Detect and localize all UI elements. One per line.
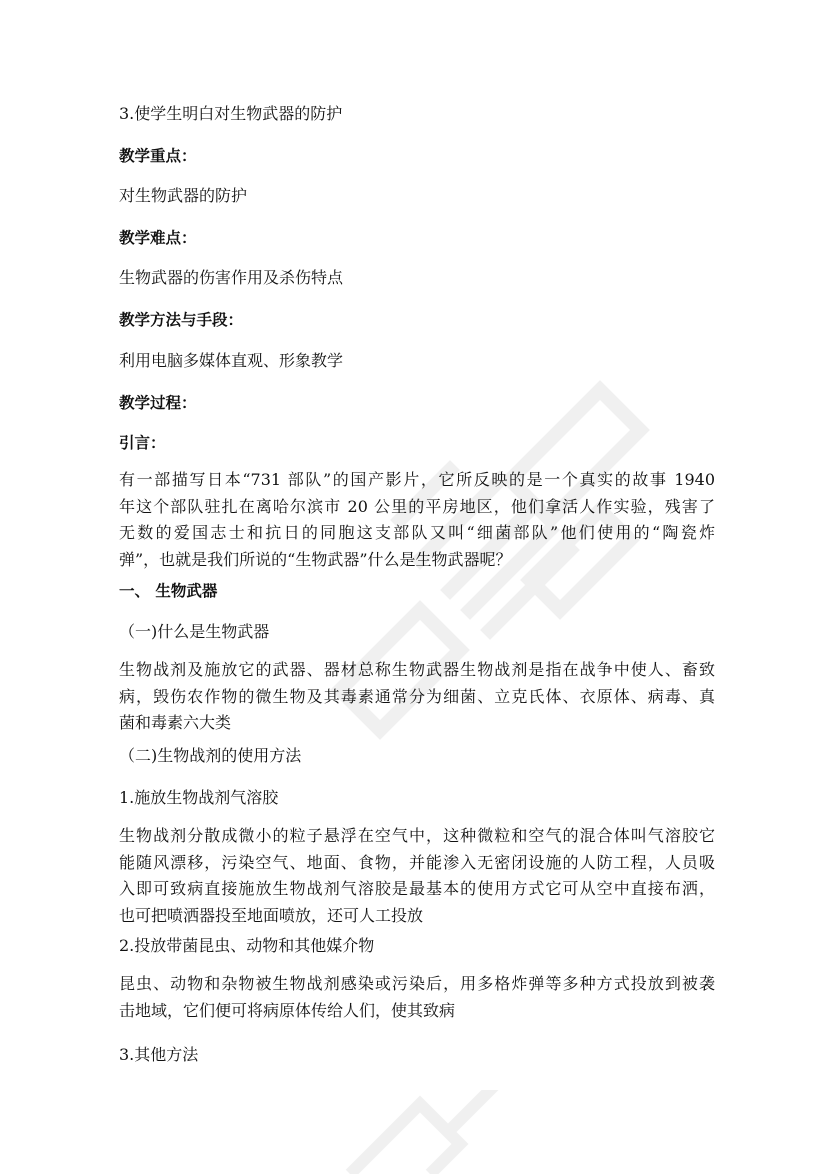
- key-point-heading: 教学重点：: [119, 147, 197, 165]
- intro-line: 有一部描写日本“731 部队”的国产影片，它所反映的是一个真实的故事 1940: [119, 470, 715, 489]
- objective-item-3: 3.使学生明白对生物武器的防护: [119, 104, 343, 123]
- method1-line: 能随风漂移，污染空气、地面、食物，并能渗入无密闭设施的人防工程，人员吸: [119, 852, 715, 872]
- method2-line: 击地域，它们便可将病原体传给人们，使其致病: [119, 1000, 456, 1020]
- sub2-heading: （二)生物战剂的使用方法: [119, 746, 302, 765]
- method1-heading: 1.施放生物战剂气溶胶: [119, 788, 279, 807]
- difficulty-heading: 教学难点：: [119, 229, 197, 247]
- intro-heading: 引言：: [119, 434, 166, 452]
- intro-line: 弹”，也就是我们所说的“生物武器”什么是生物武器呢？: [119, 549, 512, 569]
- sub1-line: 生物战剂及施放它的武器、器材总称生物武器生物战剂是指在战争中使人、畜致: [119, 660, 715, 679]
- method1-paragraph: [119, 823, 715, 929]
- method1-line: 也可把喷洒器投至地面喷放，还可人工投放: [119, 905, 424, 925]
- sub1-line: 病，毁伤农作物的微生物及其毒素通常分为细菌、立克氏体、衣原体、病毒、真: [119, 686, 715, 706]
- key-point-text: 对生物武器的防护: [119, 186, 248, 205]
- section1-heading: 一、 生物武器: [119, 582, 218, 600]
- watermark-fragment: [330, 1090, 530, 1174]
- intro-line: 年这个部队驻扎在离哈尔滨市 20 公里的平房地区，他们拿活人作实验，残害了: [119, 496, 715, 516]
- methods-text: 利用电脑多媒体直观、形象教学: [119, 351, 344, 370]
- sub1-heading: （一)什么是生物武器: [119, 622, 270, 641]
- method2-line: 昆虫、动物和杂物被生物战剂感染或污染后，用多格炸弹等多种方式投放到被袭: [119, 974, 715, 993]
- method1-line: 生物战剂分散成微小的粒子悬浮在空气中，这种微粒和空气的混合体叫气溶胶它: [119, 826, 715, 845]
- intro-line: 无数的爱国志士和抗日的同胞这支部队又叫“细菌部队”他们使用的“陶瓷炸: [119, 523, 715, 542]
- sub1-paragraph: [119, 657, 715, 737]
- method2-heading: 2.投放带菌昆虫、动物和其他媒介物: [119, 936, 375, 955]
- methods-heading: 教学方法与手段：: [119, 311, 244, 329]
- intro-paragraph: [119, 467, 715, 573]
- method1-line: 入即可致病直接施放生物战剂气溶胶是最基本的使用方式它可从空中直接布洒，: [119, 879, 715, 898]
- difficulty-text: 生物武器的伤害作用及杀伤特点: [119, 268, 344, 287]
- process-heading: 教学过程：: [119, 394, 197, 412]
- method3-heading: 3.其他方法: [119, 1045, 199, 1064]
- sub1-line: 菌和毒素六大类: [119, 713, 232, 732]
- method2-paragraph: [119, 971, 715, 1024]
